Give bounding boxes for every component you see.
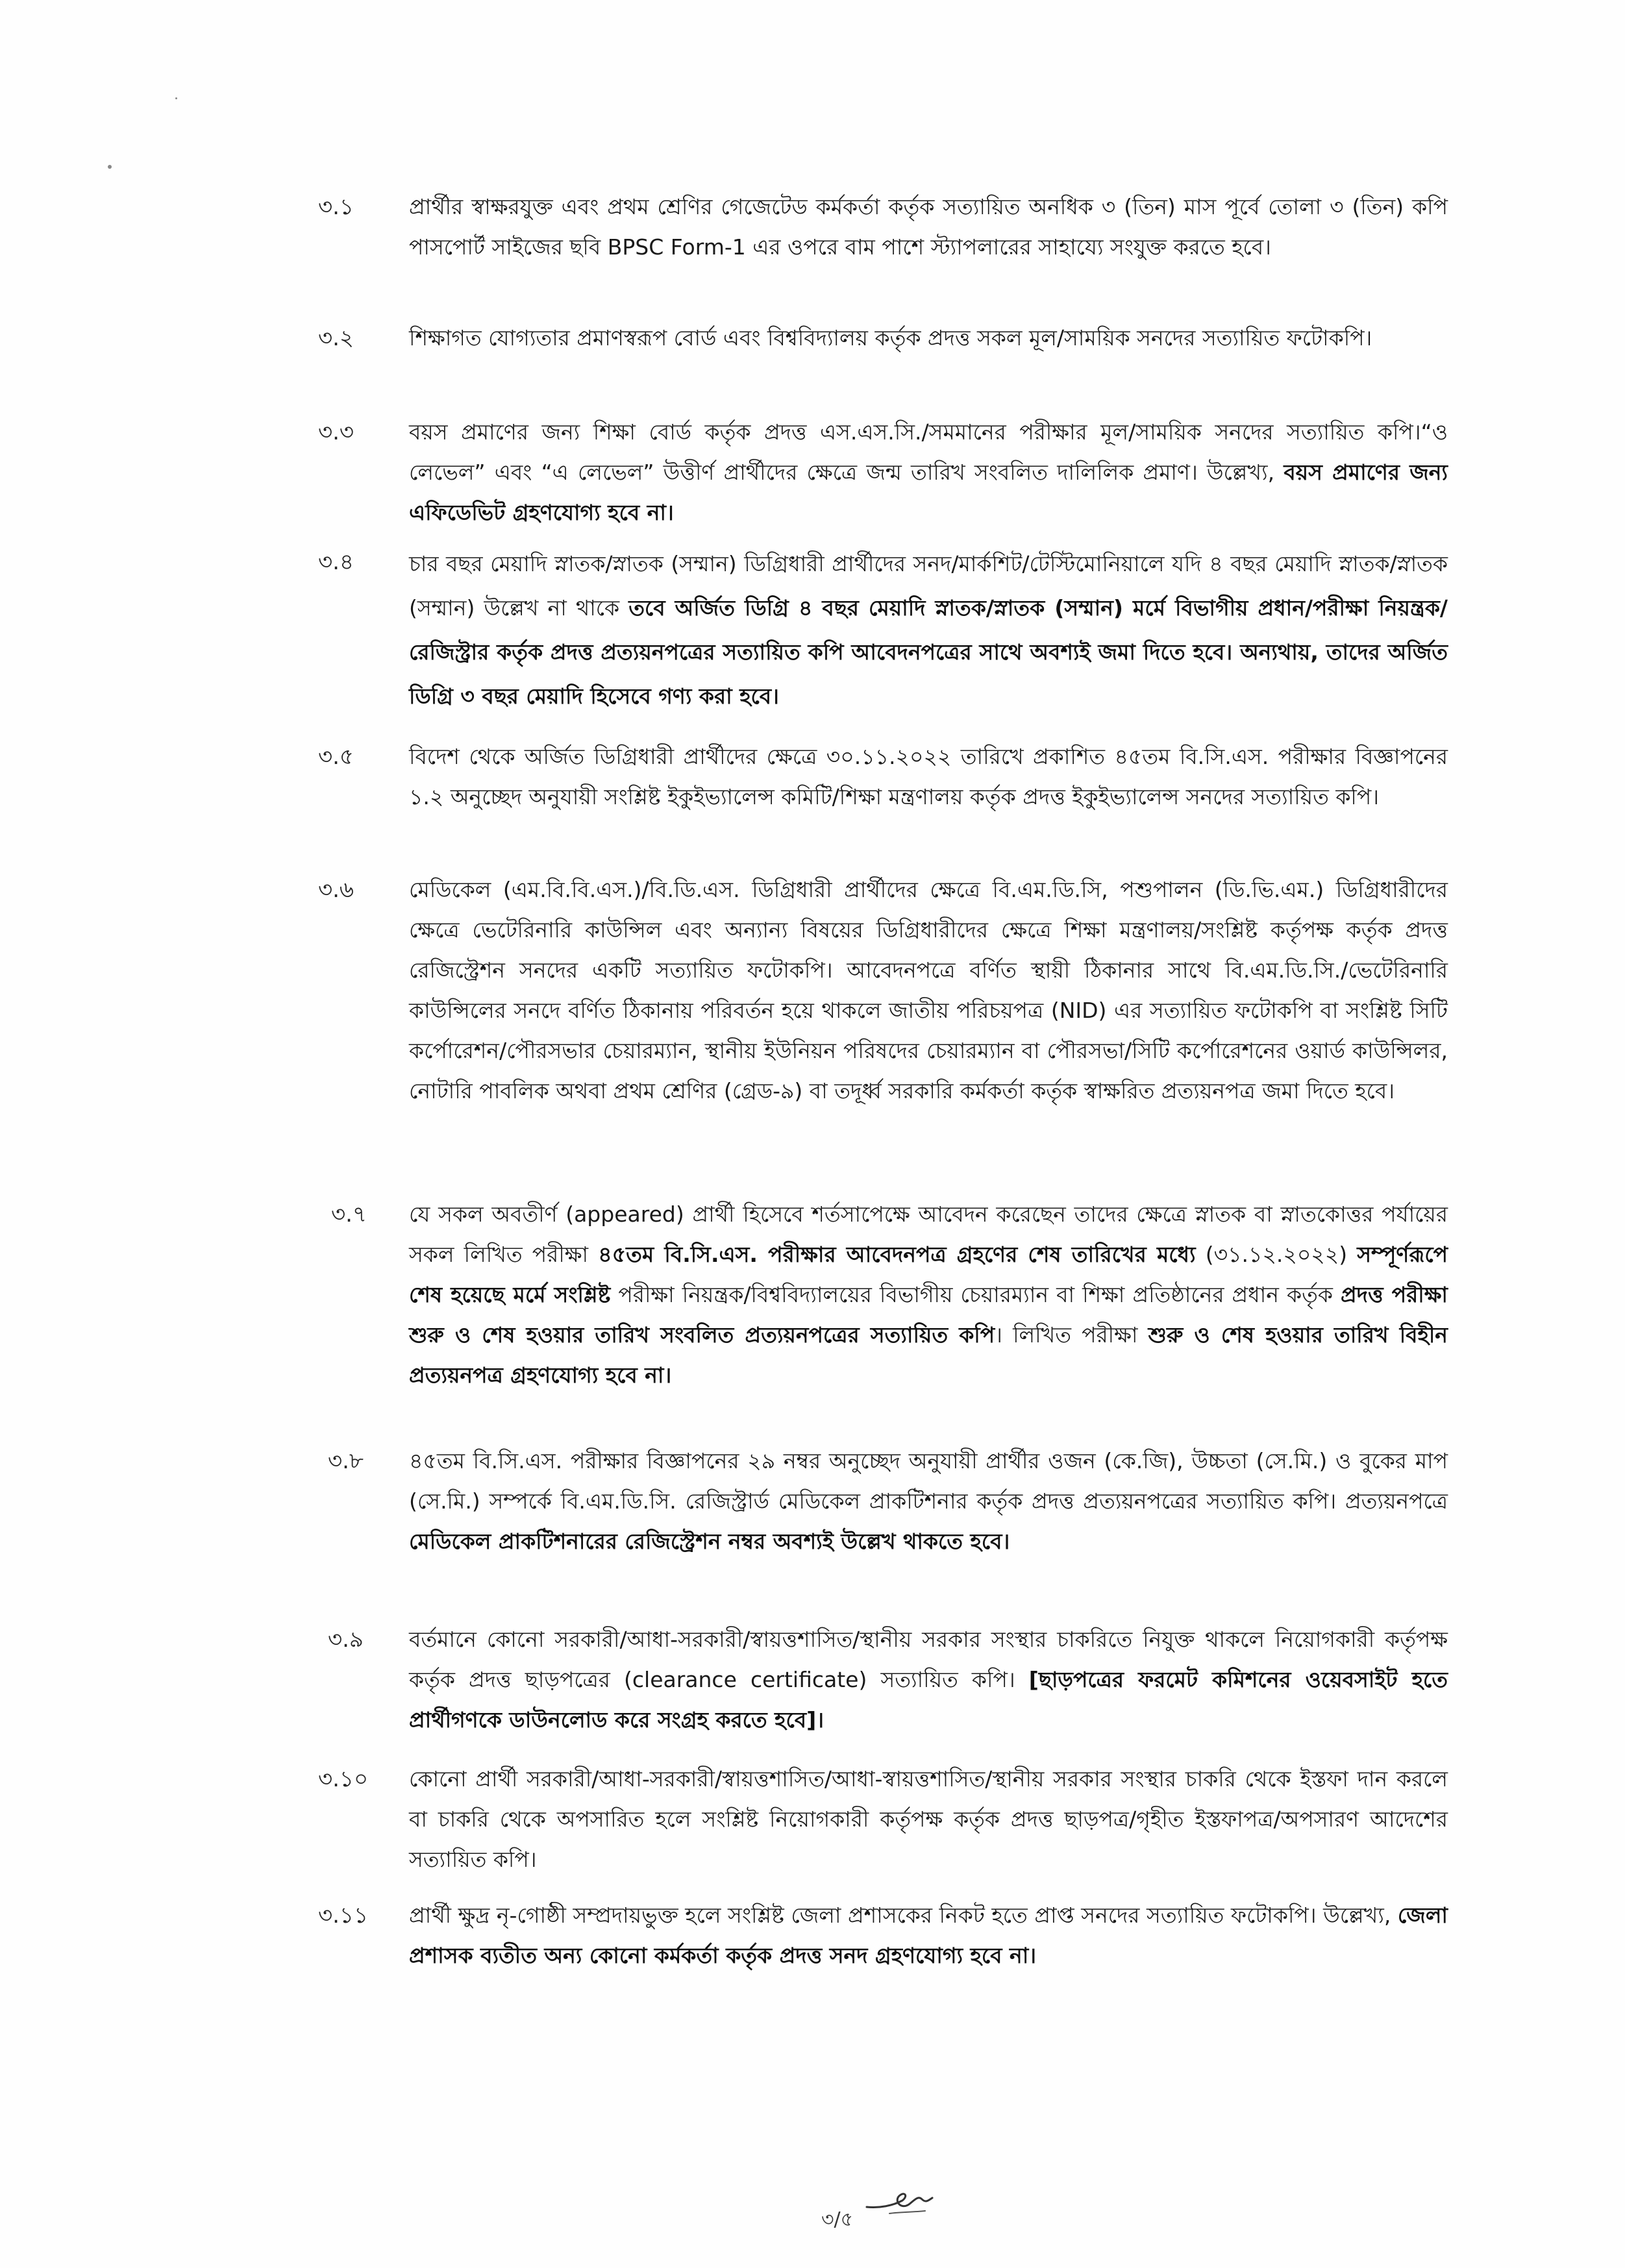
scan-speck bbox=[108, 165, 112, 169]
clause-text-segment: বিদেশ থেকে অর্জিত ডিগ্রিধারী প্রার্থীদের ক্ষেত্রে ৩০.১১.২০২২ তারিখে প্রকাশিত ৪৫তম বি.সি.এস. পরীক্ষার বিজ্ঞাপনের ১.২ অনুচ্ছেদ অনুযায়ী সংশ্লিষ্ট ইকুইভ্যালেন্স কমিটি/শিক্ষা মন্ত্রণালয় কর্তৃক প্রদত্ত ইকুইভ্যালেন্স সনদের সত্যায়িত কপি। bbox=[409, 744, 1448, 809]
clause-number: ৩.১১ bbox=[318, 1903, 369, 1929]
clause-text-bold: শুরু ও শেষ হওয়ার তারিখ বিহীন প্রত্যয়নপত্র গ্রহণযোগ্য হবে না। bbox=[409, 1322, 1448, 1388]
clause-text-segment: শিক্ষাগত যোগ্যতার প্রমাণস্বরূপ বোর্ড এবং বিশ্ববিদ্যালয় কর্তৃক প্রদত্ত সকল মূল/সাময়িক সনদের সত্যায়িত ফটোকপি। bbox=[409, 325, 1372, 351]
clause-text bbox=[409, 1759, 1448, 1880]
clause-text bbox=[409, 1194, 1448, 1396]
scan-speck bbox=[175, 97, 177, 99]
clause-text-segment: চার বছর মেয়াদি স্নাতক/স্নাতক (সম্মান) ডিগ্রিধারী প্রার্থীদের সনদ/মার্কশিট/টেস্টিমোনিয়ালে যদি ৪ বছর মেয়াদি স্নাতক/স্নাতক (সম্মান) উল্লেখ না থাকে bbox=[409, 551, 1448, 621]
clause-text-bold: বয়স প্রমাণের জন্য এফিডেভিট গ্রহণযোগ্য হবে না। bbox=[409, 460, 1448, 525]
clause-text-bold: মেডিকেল প্রাকটিশনারের রেজিস্ট্রেশন নম্বর অবশ্যই উল্লেখ থাকতে হবে। bbox=[409, 1529, 1010, 1554]
clause-text bbox=[409, 318, 1448, 358]
clause-text-segment: । লিখিত পরীক্ষা bbox=[995, 1322, 1148, 1348]
clause-text bbox=[409, 737, 1448, 817]
clause-text-bold: প্রদত্ত পরীক্ষা শুরু ও শেষ হওয়ার তারিখ সংবলিত প্রত্যয়নপত্রের সত্যায়িত কপি bbox=[409, 1282, 1448, 1348]
clause-number: ৩.৮ bbox=[328, 1448, 364, 1474]
clause-text-segment: বয়স প্রমাণের জন্য শিক্ষা বোর্ড কর্তৃক প্রদত্ত এস.এস.সি./সমমানের পরীক্ষার মূল/সাময়িক সনদের সত্যায়িত কপি।“ও লেভেল” এবং “এ লেভেল” উত্তীর্ণ প্রার্থীদের ক্ষেত্রে জন্ম তারিখ সংবলিত দালিলিক প্রমাণ। উল্লেখ্য, bbox=[409, 419, 1448, 485]
signature-mark bbox=[863, 2181, 935, 2220]
clause-text-segment: বর্তমানে কোনো সরকারী/আধা-সরকারী/স্বায়ত্তশাসিত/স্থানীয় সরকার সংস্থার চাকরিতে নিযুক্ত থাকলে নিয়োগকারী কর্তৃপক্ষ কর্তৃক প্রদত্ত ছাড়পত্রের (clearance certificate) সত্যায়িত কপি। bbox=[409, 1627, 1448, 1692]
clause-text-segment: প্রার্থীর স্বাক্ষরযুক্ত এবং প্রথম শ্রেণির গেজেটেড কর্মকর্তা কর্তৃক সত্যায়িত অনধিক ৩ (তিন) মাস পূর্বে তোলা ৩ (তিন) কপি পাসপোর্ট সাইজের ছবি BPSC Form-1 এর ওপরে বাম পাশে স্ট্যাপলারের সাহায্যে সংযুক্ত করতে হবে। bbox=[409, 194, 1448, 260]
clause-number: ৩.১ bbox=[318, 194, 354, 220]
clause-text-bold: সম্পূর্ণরূপে শেষ হয়েছে মর্মে সংশ্লিষ্ট bbox=[409, 1242, 1448, 1307]
clause-text bbox=[409, 1895, 1448, 1976]
clause-text-bold: তবে অর্জিত ডিগ্রি ৪ বছর মেয়াদি স্নাতক/স্নাতক (সম্মান) মর্মে বিভাগীয় প্রধান/পরীক্ষা নিয়ন্ত্রক/রেজিস্ট্রার কর্তৃক প্রদত্ত প্রত্যয়নপত্রের সত্যায়িত কপি আবেদনপত্রের সাথে অবশ্যই জমা দিতে হবে। অন্যথায়, তাদের অর্জিত ডিগ্রি ৩ বছর মেয়াদি হিসেবে গণ্য করা হবে। bbox=[409, 595, 1448, 709]
clause-text-segment: প্রার্থী ক্ষুদ্র নৃ-গোষ্ঠী সম্প্রদায়ভুক্ত হলে সংশ্লিষ্ট জেলা প্রশাসকের নিকট হতে প্রাপ্ত সনদের সত্যায়িত ফটোকপি। উল্লেখ্য, bbox=[409, 1903, 1398, 1928]
page-number: ৩/৫ bbox=[821, 2208, 854, 2231]
clause-text-bold: [ছাড়পত্রের ফরমেট কমিশনের ওয়েবসাইট হতে প্রার্থীগণকে ডাউনলোড করে সংগ্রহ করতে হবে]। bbox=[409, 1667, 1448, 1732]
clause-number: ৩.৫ bbox=[318, 744, 354, 770]
clause-text-bold: জেলা প্রশাসক ব্যতীত অন্য কোনো কর্মকর্তা কর্তৃক প্রদত্ত সনদ গ্রহণযোগ্য হবে না। bbox=[409, 1903, 1448, 1968]
clause-text bbox=[409, 187, 1448, 267]
clause-text bbox=[409, 412, 1448, 533]
clause-number: ৩.২ bbox=[318, 325, 354, 351]
clause-number: ৩.৯ bbox=[328, 1627, 364, 1653]
clause-number: ৩.৬ bbox=[318, 877, 354, 903]
clause-text bbox=[409, 1441, 1448, 1562]
clause-text-segment: মেডিকেল (এম.বি.বি.এস.)/বি.ডি.এস. ডিগ্রিধারী প্রার্থীদের ক্ষেত্রে বি.এম.ডি.সি, পশুপালন (ডি.ভি.এম.) ডিগ্রিধারীদের ক্ষেত্রে ভেটেরিনারি কাউন্সিল এবং অন্যান্য বিষয়ের ডিগ্রিধারীদের ক্ষেত্রে শিক্ষা মন্ত্রণালয়/সংশ্লিষ্ট কর্তৃপক্ষ কর্তৃক প্রদত্ত রেজিস্ট্রেশন সনদের একটি সত্যায়িত ফটোকপি। আবেদনপত্রে বর্ণিত স্থায়ী ঠিকানার সাথে বি.এম.ডি.সি./ভেটেরিনারি কাউন্সিলের সনদে বর্ণিত ঠিকানায় পরিবর্তন হয়ে থাকলে জাতীয় পরিচয়পত্র (NID) এর সত্যায়িত ফটোকপি বা সংশ্লিষ্ট সিটি কর্পোরেশন/পৌরসভার চেয়ারম্যান, স্থানীয় ইউনিয়ন পরিষদের চেয়ারম্যান বা পৌরসভা/সিটি কর্পোরেশনের ওয়ার্ড কাউন্সিলর, নোটারি পাবলিক অথবা প্রথম শ্রেণির (গ্রেড-৯) বা তদূর্ধ্ব সরকারি কর্মকর্তা কর্তৃক স্বাক্ষরিত প্রত্যয়নপত্র জমা দিতে হবে। bbox=[409, 877, 1448, 1103]
clause-text-bold: ৪৫তম বি.সি.এস. পরীক্ষার আবেদনপত্র গ্রহণের শেষ তারিখের মধ্যে bbox=[598, 1242, 1196, 1267]
clause-text-segment: (৩১.১২.২০২২) bbox=[1195, 1242, 1358, 1267]
clause-number: ৩.৭ bbox=[331, 1202, 367, 1227]
clause-text bbox=[409, 870, 1448, 1111]
clause-number: ৩.৩ bbox=[318, 419, 354, 445]
clause-text bbox=[409, 1620, 1448, 1740]
clause-text-segment: যে সকল অবতীর্ণ (appeared) প্রার্থী হিসেবে শর্তসাপেক্ষে আবেদন করেছেন তাদের ক্ষেত্রে স্নাতক বা স্নাতকোত্তর পর্যায়ের সকল লিখিত পরীক্ষা bbox=[409, 1202, 1448, 1267]
clause-text-segment: পরীক্ষা নিয়ন্ত্রক/বিশ্ববিদ্যালয়ের বিভাগীয় চেয়ারম্যান বা শিক্ষা প্রতিষ্ঠানের প্রধান কর্তৃক bbox=[610, 1282, 1341, 1307]
clause-number: ৩.৪ bbox=[318, 549, 354, 575]
clause-text bbox=[409, 542, 1448, 719]
clause-number: ৩.১০ bbox=[318, 1766, 369, 1792]
clause-text-segment: কোনো প্রার্থী সরকারী/আধা-সরকারী/স্বায়ত্তশাসিত/আধা-স্বায়ত্তশাসিত/স্থানীয় সরকার সংস্থার চাকরি থেকে ইস্তফা দান করলে বা চাকরি থেকে অপসারিত হলে সংশ্লিষ্ট নিয়োগকারী কর্তৃপক্ষ কর্তৃক প্রদত্ত ছাড়পত্র/গৃহীত ইস্তফাপত্র/অপসারণ আদেশের সত্যায়িত কপি। bbox=[409, 1766, 1448, 1872]
clause-text-segment: ৪৫তম বি.সি.এস. পরীক্ষার বিজ্ঞাপনের ২৯ নম্বর অনুচ্ছেদ অনুযায়ী প্রার্থীর ওজন (কে.জি), উচ্চতা (সে.মি.) ও বুকের মাপ (সে.মি.) সম্পর্কে বি.এম.ডি.সি. রেজিস্ট্রার্ড মেডিকেল প্রাকটিশনার কর্তৃক প্রদত্ত প্রত্যয়নপত্রের সত্যায়িত কপি। প্রত্যয়নপত্রে bbox=[409, 1448, 1448, 1514]
